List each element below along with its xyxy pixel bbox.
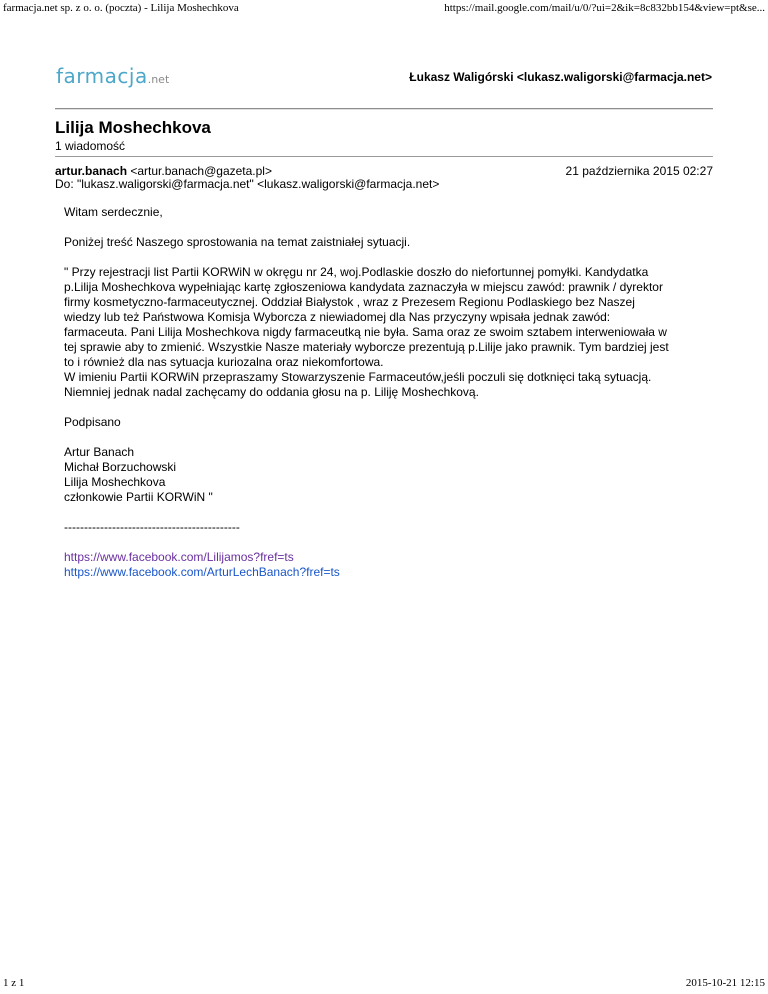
statement-line: farmaceuta. Pani Lilija Moshechkova nigdy farmaceutką nie była. Sama oraz ze swoim sztabem interweniowała w	[64, 325, 667, 339]
account-label: Łukasz Waligórski <lukasz.waligorski@farmacja.net>	[409, 70, 712, 84]
signatory: Artur Banach	[64, 445, 135, 459]
statement-line: W imieniu Partii KORWiN przepraszamy Stowarzyszenie Farmaceutów,jeśli poczuli się dotknięci taką sytuacją.	[64, 370, 652, 384]
print-header-title: farmacja.net sp. z o. o. (poczta) - Lilija Moshechkova	[3, 2, 239, 14]
sender-name: artur.banach	[55, 164, 128, 178]
facebook-link-lilija[interactable]: https://www.facebook.com/Lilijamos?fref=ts	[64, 550, 294, 564]
sender-email: <artur.banach@gazeta.pl>	[127, 164, 272, 178]
signatory: Lilija Moshechkova	[64, 475, 166, 489]
greeting: Witam serdecznie,	[64, 205, 163, 219]
statement-line: Niemniej jednak nadal zachęcamy do oddania głosu na p. Liliję Moshechkovą.	[64, 385, 479, 399]
message-date: 21 października 2015 02:27	[565, 164, 713, 178]
statement-paragraph	[64, 265, 714, 400]
page-number: 1 z 1	[3, 977, 25, 989]
thread-subject: Lilija Moshechkova	[55, 118, 211, 137]
statement-line: " Przy rejestracji list Partii KORWiN w okręgu nr 24, woj.Podlaskie doszło do niefortunnej pomyłki. Kandydatka	[64, 265, 649, 279]
print-header-url: https://mail.google.com/mail/u/0/?ui=2&ik=8c832bb154&view=pt&se...	[444, 2, 765, 14]
statement-line: firmy kosmetyczno-farmaceutycznej. Oddział Białystok , wraz z Prezesem Regionu Podlaskiego bez Naszej	[64, 295, 635, 309]
separator-line: --------------------------------------------	[64, 520, 240, 534]
signatories	[64, 445, 714, 505]
signatory: Michał Borzuchowski	[64, 460, 177, 474]
statement-line: wiedzy lub też Państwowa Komisja Wyborcza z niewiadomej dla Nas przyczyny wpisała jednak zawód:	[64, 310, 611, 324]
header-divider	[55, 108, 713, 110]
signed-label: Podpisano	[64, 415, 121, 429]
farmacja-logo	[56, 64, 169, 88]
message-count: 1 wiadomość	[55, 139, 126, 153]
message-recipient: Do: "lukasz.waligorski@farmacja.net" <lukasz.waligorski@farmacja.net>	[55, 177, 440, 191]
signatory: członkowie Partii KORWiN "	[64, 490, 213, 504]
statement-line: tej sprawie aby to zmienić. Wszystkie Nasze materiały wyborcze prezentują p.Lilije jako prawnik. Tym bardziej jest	[64, 340, 669, 354]
message-from	[55, 164, 272, 178]
statement-line: to i również dla nas sytuacja kuriozalna oraz niekomfortowa.	[64, 355, 384, 369]
message-divider	[55, 156, 713, 157]
logo-main: farmacja	[56, 64, 148, 88]
print-footer	[3, 977, 765, 989]
logo-suffix: .net	[147, 73, 170, 86]
message-body	[64, 205, 714, 580]
intro-line: Poniżej treść Naszego sprostowania na temat zaistniałej sytuacji.	[64, 235, 411, 249]
statement-line: p.Lilija Moshechkova wypełniając kartę zgłoszeniowa kandydata zaznaczyła w miejscu zawód: prawnik / dyrektor	[64, 280, 663, 294]
print-header	[3, 2, 765, 14]
facebook-link-artur[interactable]: https://www.facebook.com/ArturLechBanach?fref=ts	[64, 565, 340, 579]
print-timestamp: 2015-10-21 12:15	[685, 977, 765, 989]
